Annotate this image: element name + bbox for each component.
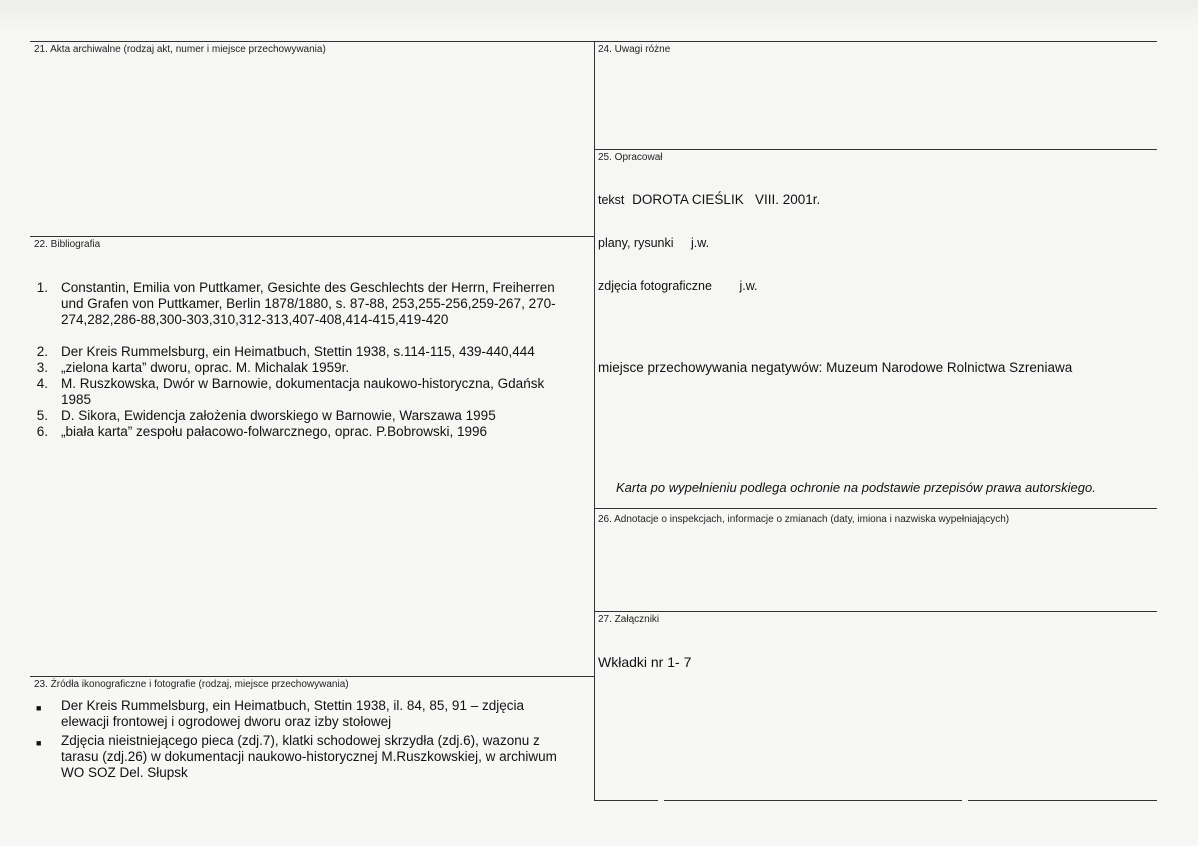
bullet-icon: ■ — [36, 738, 42, 748]
plany-row — [598, 235, 709, 251]
tekst-value: DOROTA CIEŚLIK VIII. 2001r. — [632, 192, 821, 207]
center-divider — [594, 41, 595, 801]
rule-22 — [30, 236, 595, 237]
rule-27 — [594, 611, 1157, 612]
section-27-label: 27. Załączniki — [598, 614, 660, 625]
section-21-label: 21. Akta archiwalne (rodzaj akt, numer i miejsce przechowywania) — [34, 44, 326, 55]
rule-25 — [594, 149, 1157, 150]
attachments-value: Wkładki nr 1- 7 — [598, 654, 692, 670]
tekst-label: tekst — [598, 193, 625, 207]
zdjecia-row — [598, 278, 758, 294]
zdjecia-label: zdjęcia fotograficzne — [598, 279, 712, 293]
bottom-rule-a — [594, 800, 658, 801]
section-23-label: 23. Źródła ikonograficzne i fotografie (rodzaj, miejsce przechowywania) — [34, 679, 349, 690]
section-24-label: 24. Uwagi różne — [598, 44, 671, 55]
section-22-label: 22. Bibliografia — [34, 239, 101, 250]
rule-23 — [30, 676, 595, 677]
plany-label: plany, rysunki — [598, 236, 674, 250]
negatives-location: miejsce przechowywania negatywów: Muzeum Narodowe Rolnictwa Szreniawa — [598, 360, 1073, 375]
section-26-label: 26. Adnotacje o inspekcjach, informacje o zmianach (daty, imiona i nazwiska wypełniających) — [598, 514, 1010, 525]
section-25-label: 25. Opracował — [598, 152, 663, 163]
tekst-row — [598, 192, 820, 208]
bottom-rule-b — [664, 800, 962, 801]
plany-value: j.w. — [690, 236, 710, 250]
top-rule-left — [30, 41, 595, 42]
bottom-rule-c — [968, 800, 1157, 801]
rule-26 — [594, 508, 1157, 509]
zdjecia-value: j.w. — [739, 279, 758, 293]
bullet-icon: ■ — [36, 703, 42, 713]
top-rule-right — [594, 41, 1157, 42]
form-sheet: 21. Akta archiwalne (rodzaj akt, numer i miejsce przechowywania) 22. Bibliografia 1. Constantin, Emilia von Puttkamer, Gesichte des Geschlechts der Herrn, Freiherren und Grafen von Puttkamer, Berlin 1878/1880, s. 87-88, 253,255-256,259-267, 270- 274,282,286-88,300-303,310,312-313,407-408,414-415,419-420 2. Der Kreis Rummelsburg, ein Heimatbuch, Stettin 1938, s.114-115, 439-440,444 3. „zielona karta” dworu, oprac. M. Michalak 1959r. 4. M. Ruszkowska, Dwór w Barnowie, dokumentacja naukowo-historyczna, Gdańsk 1985 5. D. Sikora, Ewidencja założenia dworskiego w Barnowie, Warszawa 1995 6. „biała karta” zespołu pałacowo-folwarcznego, oprac. P.Bobrowski, 1996 23. Źródła ikonograficzne i fotografie (rodzaj, miejsce przechowywania) ■ Der Kreis Rummelsburg, ein Heimatbuch, Stettin 1938, il. 84, 85, 91 – zdjęcia elewacji frontowej i ogrodowej dworu oraz izby stołowej ■ Zdjęcia nieistniejącego pieca (zdj.7), klatki schodowej skrzydła (zdj.6), wazonu z tarasu (zdj.26) w dokumentacji naukowo-historycznej M.Ruszkowskiej, w archiwum WO SOZ Del. Słupsk 24. Uwagi różne 25. Opracował tekst DOROTA CIEŚLIK VIII. 2001r. plany, rysunki j.w. zdjęcia fotograficzne j.w. miejsce przechowywania negatywów: Muzeum Narodowe Rolnictwa Szreniawa Karta po wypełnieniu podlega ochronie na podstawie przepisów prawa autorskiego. 26. Adnotacje o inspekcjach, informacje o zmianach (daty, imiona i nazwiska wypełniających) 27. Załączniki Wkładki nr 1- 7 — [0, 0, 1198, 846]
copyright-note: Karta po wypełnieniu podlega ochronie na podstawie przepisów prawa autorskiego. — [616, 480, 1096, 495]
